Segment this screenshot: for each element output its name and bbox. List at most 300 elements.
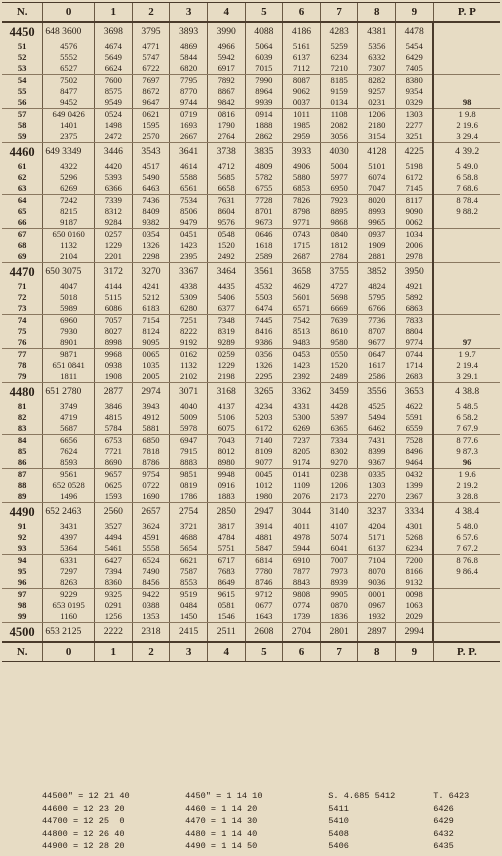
table-row	[2, 623, 500, 643]
log-value-cell: 8690	[94, 457, 132, 469]
log-value-cell: 6183	[132, 303, 170, 315]
log-value-cell: 2006	[396, 240, 434, 251]
log-value-cell: 0621	[132, 109, 170, 121]
log-value-cell: 0840	[320, 229, 358, 241]
log-value-cell: 1739	[283, 611, 321, 623]
log-value-cell: 0037	[283, 97, 321, 109]
table-row	[2, 349, 500, 361]
log-value-cell: 9744	[170, 97, 208, 109]
log-value-cell: 0329	[396, 97, 434, 109]
log-value-cell: 2764	[207, 131, 245, 143]
log-value-cell: 7631	[207, 195, 245, 207]
log-value-cell: 0432	[396, 469, 434, 481]
log-value-cell: 649 0426	[43, 109, 95, 121]
proportional-parts-cell: 6 57.6	[433, 532, 500, 543]
log-value-cell: 4088	[245, 22, 283, 41]
log-value-cell: 2472	[94, 131, 132, 143]
log-value-cell: 9187	[43, 217, 95, 229]
log-value-cell: 9657	[94, 469, 132, 481]
n-column-footer: N.	[2, 642, 43, 662]
log-value-cell: 6559	[396, 423, 434, 435]
digit-column-footer: 0	[43, 642, 95, 662]
row-number: 63	[2, 183, 43, 195]
digit-column-header: 6	[283, 3, 321, 23]
log-value-cell: 7237	[283, 435, 321, 447]
log-value-cell: 9270	[320, 457, 358, 469]
proportional-parts-cell	[433, 281, 500, 292]
log-value-cell: 0259	[207, 349, 245, 361]
row-number: 4490	[9, 505, 35, 519]
proportional-parts-cell: 5 49.0	[433, 161, 500, 172]
log-value-cell: 6766	[358, 303, 396, 315]
log-value-cell: 9174	[283, 457, 321, 469]
log-value-cell: 2608	[245, 623, 283, 643]
log-value-cell: 2173	[320, 491, 358, 503]
log-value-cell: 8222	[170, 326, 208, 337]
n-column-header: N.	[2, 3, 43, 23]
footer-line	[2, 790, 500, 803]
log-value-cell: 4428	[320, 401, 358, 412]
log-value-cell: 7534	[170, 195, 208, 207]
log-value-cell: 7587	[170, 566, 208, 577]
log-value-cell: 1593	[94, 491, 132, 503]
log-value-cell: 0098	[396, 589, 434, 601]
digit-column-header: 1	[94, 3, 132, 23]
log-value-cell: 7140	[245, 435, 283, 447]
log-value-cell: 2367	[396, 491, 434, 503]
log-value-cell: 6950	[320, 183, 358, 195]
log-value-cell: 8456	[132, 577, 170, 589]
log-value-cell: 9905	[320, 589, 358, 601]
proportional-parts-cell: 98	[433, 97, 500, 109]
log-value-cell: 7348	[207, 315, 245, 327]
log-value-cell: 8593	[43, 457, 95, 469]
log-value-cell: 6366	[94, 183, 132, 195]
table-row	[2, 229, 500, 241]
log-value-cell: 9229	[43, 589, 95, 601]
log-value-cell: 6621	[170, 555, 208, 567]
log-value-cell: 8409	[132, 206, 170, 217]
digit-column-footer: 8	[358, 642, 396, 662]
digit-column-header: 7	[320, 3, 358, 23]
digit-column-header: 8	[358, 3, 396, 23]
log-value-cell: 8672	[132, 86, 170, 97]
log-value-cell: 3140	[320, 503, 358, 522]
digit-column-footer: 4	[207, 642, 245, 662]
log-value-cell: 0354	[132, 229, 170, 241]
log-value-cell: 9673	[245, 217, 283, 229]
log-value-cell: 3950	[396, 263, 434, 282]
proportional-parts-cell: 1 9.8	[433, 109, 500, 121]
digit-column-footer: 1	[94, 642, 132, 662]
row-number: 4500	[9, 625, 35, 639]
log-value-cell: 9754	[132, 469, 170, 481]
proportional-parts-cell: 4 38.8	[433, 383, 500, 402]
log-value-cell: 4225	[396, 143, 434, 162]
log-value-cell: 8263	[43, 577, 95, 589]
log-value-cell: 2298	[132, 251, 170, 263]
log-value-cell: 0719	[170, 109, 208, 121]
log-value-cell: 0238	[320, 469, 358, 481]
footer-line	[2, 828, 500, 841]
log-value-cell: 0937	[358, 229, 396, 241]
log-value-cell: 7145	[396, 183, 434, 195]
log-value-cell: 3044	[283, 503, 321, 522]
row-number: 75	[17, 326, 27, 336]
log-value-cell: 1035	[132, 360, 170, 371]
pp-column-header: P. P	[433, 3, 500, 23]
log-value-cell: 3362	[283, 383, 321, 402]
proportional-parts-cell: 97	[433, 337, 500, 349]
log-value-cell: 5296	[43, 172, 95, 183]
log-value-cell: 5747	[132, 52, 170, 63]
log-value-cell: 9561	[43, 469, 95, 481]
row-number: 89	[2, 491, 43, 503]
digit-column-footer: 7	[320, 642, 358, 662]
row-number: 76	[2, 337, 43, 349]
row-number: 65	[17, 206, 27, 216]
row-number: 85	[17, 446, 27, 456]
log-value-cell: 6427	[94, 555, 132, 567]
log-value-cell: 0065	[132, 349, 170, 361]
log-value-cell: 8804	[396, 326, 434, 337]
log-value-cell: 9808	[283, 589, 321, 601]
log-value-cell: 4381	[358, 22, 396, 41]
log-value-cell: 2295	[245, 371, 283, 383]
table-row	[2, 303, 500, 315]
row-number: 97	[17, 589, 27, 599]
log-value-cell: 9965	[358, 217, 396, 229]
proportional-parts-cell	[433, 600, 500, 611]
log-value-cell: 8901	[43, 337, 95, 349]
log-value-cell: 5461	[94, 543, 132, 555]
log-value-cell: 0257	[94, 229, 132, 241]
log-value-cell: 9871	[43, 349, 95, 361]
log-value-cell: 0550	[320, 349, 358, 361]
log-value-cell: 4674	[94, 41, 132, 52]
log-value-cell: 7043	[207, 435, 245, 447]
log-value-cell: 0914	[245, 109, 283, 121]
log-value-cell: 8513	[283, 326, 321, 337]
log-value-cell: 5654	[170, 543, 208, 555]
table-row	[2, 412, 500, 423]
log-value-cell: 8312	[94, 206, 132, 217]
log-value-cell: 7047	[358, 183, 396, 195]
log-value-cell: 9192	[170, 337, 208, 349]
row-number: 68	[17, 240, 27, 250]
log-value-cell: 6717	[207, 555, 245, 567]
log-value-cell: 8070	[358, 566, 396, 577]
log-value-cell: 6075	[207, 423, 245, 435]
log-value-cell: 2222	[94, 623, 132, 643]
log-value-cell: 5259	[320, 41, 358, 52]
log-value-cell: 1883	[207, 491, 245, 503]
log-value-cell: 9968	[94, 349, 132, 361]
log-value-cell: 5978	[170, 423, 208, 435]
footer-left-value: 44600 = 12 23 20	[42, 803, 125, 814]
row-number: 96	[2, 577, 43, 589]
row-number: 55	[17, 86, 27, 96]
proportional-parts-cell: 8 77.6	[433, 435, 500, 447]
table-row	[2, 161, 500, 172]
log-value-cell: 6853	[283, 183, 321, 195]
log-value-cell: 8575	[94, 86, 132, 97]
log-value-cell: 1399	[396, 480, 434, 491]
proportional-parts-cell	[433, 326, 500, 337]
log-value-cell: 0335	[358, 469, 396, 481]
row-number: 66	[2, 217, 43, 229]
log-value-cell: 0647	[358, 349, 396, 361]
log-value-cell: 2270	[358, 491, 396, 503]
row-number: 73	[2, 303, 43, 315]
row-number: 82	[17, 412, 27, 422]
log-value-cell: 1326	[245, 360, 283, 371]
log-value-cell: 5198	[396, 161, 434, 172]
log-value-cell: 2201	[94, 251, 132, 263]
log-value-cell: 7736	[358, 315, 396, 327]
log-value-cell: 1617	[358, 360, 396, 371]
proportional-parts-cell	[433, 217, 500, 229]
log-value-cell: 8020	[358, 195, 396, 207]
log-value-cell: 9257	[358, 86, 396, 97]
log-value-cell: 1714	[396, 360, 434, 371]
log-value-cell: 9479	[170, 217, 208, 229]
digit-column-footer: 3	[170, 642, 208, 662]
log-value-cell: 0816	[207, 109, 245, 121]
table-row	[2, 281, 500, 292]
log-value-cell: 1520	[320, 360, 358, 371]
log-value-cell: 2850	[207, 503, 245, 522]
proportional-parts-cell: 4 38.4	[433, 503, 500, 522]
log-value-cell: 5591	[396, 412, 434, 423]
log-value-cell: 5406	[207, 292, 245, 303]
log-value-cell: 650 3075	[43, 263, 95, 282]
log-value-cell: 8302	[320, 446, 358, 457]
log-value-cell: 4906	[283, 161, 321, 172]
log-value-cell: 4712	[207, 161, 245, 172]
log-value-cell: 6172	[396, 172, 434, 183]
table-row	[2, 120, 500, 131]
log-value-cell: 1034	[396, 229, 434, 241]
log-value-cell: 2395	[170, 251, 208, 263]
log-value-cell: 8185	[320, 75, 358, 87]
log-value-cell: 4966	[207, 41, 245, 52]
log-value-cell: 7990	[245, 75, 283, 87]
proportional-parts-cell	[433, 251, 500, 263]
log-value-cell: 4234	[245, 401, 283, 412]
log-value-cell: 7339	[94, 195, 132, 207]
log-value-cell: 3817	[207, 521, 245, 532]
log-value-cell: 1423	[283, 360, 321, 371]
log-value-cell: 5004	[320, 161, 358, 172]
log-value-cell: 7007	[320, 555, 358, 567]
log-value-cell: 4420	[94, 161, 132, 172]
proportional-parts-cell	[433, 589, 500, 601]
log-value-cell: 1888	[245, 120, 283, 131]
log-value-cell: 4397	[43, 532, 95, 543]
log-value-cell: 3933	[283, 143, 321, 162]
pp-column-footer: P. P.	[433, 642, 500, 662]
log-value-cell: 7877	[283, 566, 321, 577]
log-value-cell: 7697	[132, 75, 170, 87]
logarithm-table	[2, 2, 500, 662]
log-value-cell: 9519	[170, 589, 208, 601]
log-value-cell: 5881	[132, 423, 170, 435]
log-value-cell: 3172	[94, 263, 132, 282]
table-row	[2, 423, 500, 435]
log-value-cell: 8553	[170, 577, 208, 589]
log-value-cell: 6917	[207, 63, 245, 75]
log-value-cell: 6524	[132, 555, 170, 567]
footer-mid-value: 4480 = 1 14 40	[185, 828, 258, 839]
log-value-cell: 3749	[43, 401, 95, 412]
proportional-parts-cell	[433, 240, 500, 251]
footer-line	[2, 815, 500, 828]
log-value-cell: 6571	[283, 303, 321, 315]
log-value-cell: 9868	[320, 217, 358, 229]
log-value-cell: 2392	[283, 371, 321, 383]
log-value-cell: 4532	[245, 281, 283, 292]
log-value-cell: 5454	[396, 41, 434, 52]
log-value-cell: 5880	[283, 172, 321, 183]
footer-s-value: 5410	[328, 816, 349, 826]
log-value-cell: 4622	[396, 401, 434, 412]
log-value-cell: 2947	[245, 503, 283, 522]
log-value-cell: 4047	[43, 281, 95, 292]
log-value-cell: 8117	[396, 195, 434, 207]
log-value-cell: 1160	[43, 611, 95, 623]
log-value-cell: 1715	[283, 240, 321, 251]
log-value-cell: 3251	[396, 131, 434, 143]
log-value-cell: 5494	[358, 412, 396, 423]
row-number: 77	[17, 349, 27, 359]
log-value-cell: 1011	[283, 109, 321, 121]
log-value-cell: 4040	[170, 401, 208, 412]
log-value-cell: 7795	[170, 75, 208, 87]
row-number: 52	[17, 52, 27, 62]
table-row	[2, 131, 500, 143]
table-row	[2, 109, 500, 121]
log-value-cell: 4241	[132, 281, 170, 292]
table-row	[2, 63, 500, 75]
log-value-cell: 7490	[132, 566, 170, 577]
log-value-cell: 3154	[358, 131, 396, 143]
log-value-cell: 1498	[94, 120, 132, 131]
table-row	[2, 263, 500, 282]
log-value-cell: 6137	[283, 52, 321, 63]
log-value-cell: 8964	[245, 86, 283, 97]
log-value-cell: 4771	[132, 41, 170, 52]
log-value-cell: 1326	[132, 240, 170, 251]
log-value-cell: 8939	[320, 577, 358, 589]
log-value-cell: 5115	[94, 292, 132, 303]
log-value-cell: 8124	[132, 326, 170, 337]
log-value-cell: 1595	[132, 120, 170, 131]
log-value-cell: 6234	[396, 543, 434, 555]
table-row	[2, 206, 500, 217]
table-row	[2, 457, 500, 469]
log-value-cell: 2754	[170, 503, 208, 522]
log-value-cell: 9939	[245, 97, 283, 109]
log-value-cell: 7542	[283, 315, 321, 327]
log-value-cell: 2492	[207, 251, 245, 263]
log-value-cell: 0453	[283, 349, 321, 361]
log-value-cell: 7210	[320, 63, 358, 75]
row-number: 4460	[9, 145, 35, 159]
row-number: 72	[17, 292, 27, 302]
log-value-cell: 5649	[94, 52, 132, 63]
log-value-cell: 5397	[320, 412, 358, 423]
row-number: 58	[17, 120, 27, 130]
table-row	[2, 360, 500, 371]
log-value-cell: 1811	[43, 371, 95, 383]
log-value-cell: 9382	[132, 217, 170, 229]
log-value-cell: 7405	[396, 63, 434, 75]
log-value-cell: 1132	[43, 240, 95, 251]
log-value-cell: 5989	[43, 303, 95, 315]
log-value-cell: 0938	[94, 360, 132, 371]
log-value-cell: 6331	[43, 555, 95, 567]
proportional-parts-cell: 6 58.8	[433, 172, 500, 183]
row-number: 99	[2, 611, 43, 623]
log-value-cell: 4283	[320, 22, 358, 41]
proportional-parts-cell	[433, 611, 500, 623]
footer-t-value: 6429	[433, 816, 454, 826]
log-value-cell: 2801	[320, 623, 358, 643]
table-row	[2, 371, 500, 383]
log-value-cell: 7394	[94, 566, 132, 577]
log-value-cell: 653 0195	[43, 600, 95, 611]
log-value-cell: 8012	[207, 446, 245, 457]
row-number: 62	[17, 172, 27, 182]
log-value-cell: 8746	[245, 577, 283, 589]
log-value-cell: 5685	[207, 172, 245, 183]
log-value-cell: 1423	[170, 240, 208, 251]
log-value-cell: 3561	[245, 263, 283, 282]
log-value-cell: 649 3349	[43, 143, 95, 162]
table-row	[2, 555, 500, 567]
table-row	[2, 143, 500, 162]
log-value-cell: 1303	[358, 480, 396, 491]
log-value-cell: 9647	[132, 97, 170, 109]
log-value-cell: 2683	[396, 371, 434, 383]
log-value-cell: 5944	[283, 543, 321, 555]
log-value-cell: 5698	[320, 292, 358, 303]
proportional-parts-cell: 3 29.4	[433, 131, 500, 143]
log-value-cell: 8798	[283, 206, 321, 217]
log-value-cell: 4322	[43, 161, 95, 172]
log-value-cell: 7923	[320, 195, 358, 207]
log-value-cell: 6474	[245, 303, 283, 315]
table-row	[2, 217, 500, 229]
log-value-cell: 1206	[358, 109, 396, 121]
log-value-cell: 2589	[245, 251, 283, 263]
digit-column-header: 5	[245, 3, 283, 23]
log-value-cell: 1401	[43, 120, 95, 131]
log-value-cell: 5161	[283, 41, 321, 52]
log-value-cell: 3431	[43, 521, 95, 532]
proportional-parts-cell: 2 19.4	[433, 360, 500, 371]
log-value-cell: 3755	[320, 263, 358, 282]
row-number: 94	[17, 555, 27, 565]
log-value-cell: 8282	[358, 75, 396, 87]
log-value-cell: 8998	[94, 337, 132, 349]
log-value-cell: 6377	[207, 303, 245, 315]
log-value-cell: 650 0160	[43, 229, 95, 241]
row-number: 81	[17, 401, 27, 411]
log-value-cell: 4629	[283, 281, 321, 292]
log-value-cell: 1520	[207, 240, 245, 251]
